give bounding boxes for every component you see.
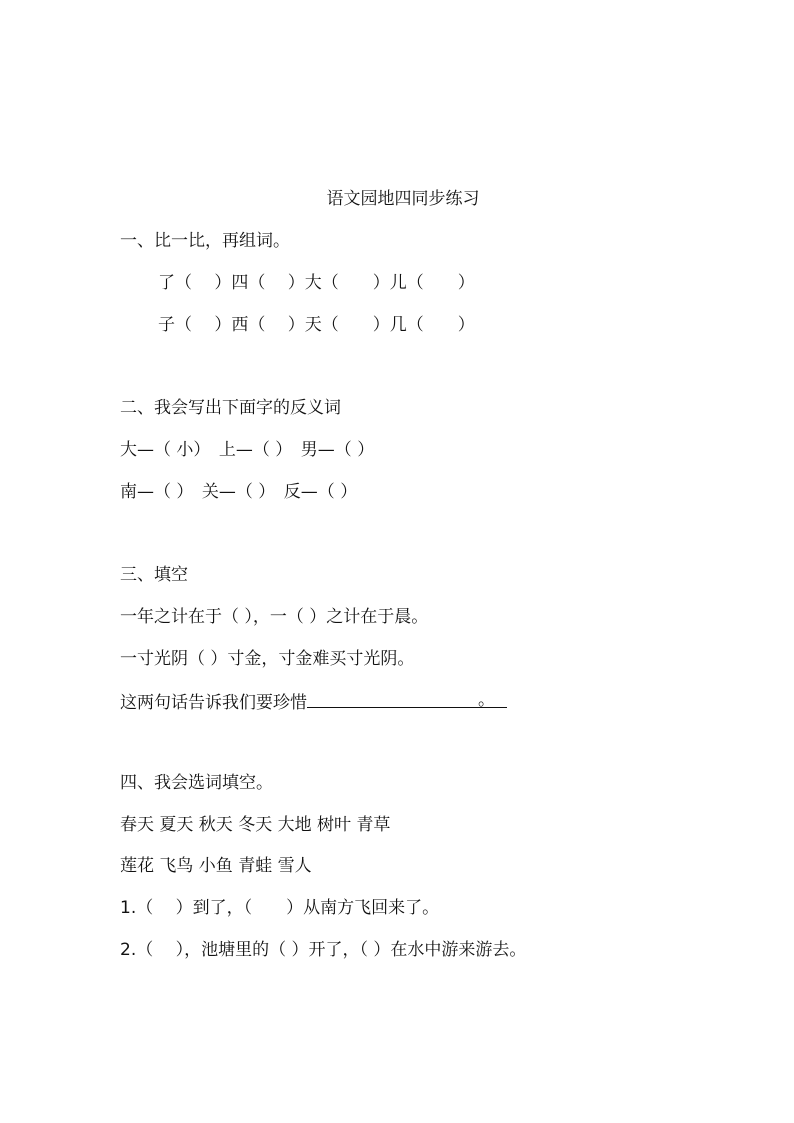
fill-blank-period: 。 — [478, 690, 495, 710]
section-3-line-3-text: 这两句话告诉我们要珍惜 — [120, 693, 307, 713]
section-4-heading: 四、我会选词填空。 — [120, 773, 273, 793]
question-1: 1.（ ）到了，（ ）从南方飞回来了。 — [120, 898, 440, 918]
word-bank-row-2: 莲花 飞鸟 小鱼 青蛙 雪人 — [120, 856, 312, 876]
fill-blank[interactable] — [307, 690, 507, 708]
word-bank-row-1: 春天 夏天 秋天 冬天 大地 树叶 青草 — [120, 815, 391, 835]
section-2-row-2: 南—（ ） 关—（ ） 反—（ ） — [120, 482, 358, 502]
section-1-row-1: 了（ ）四（ ）大（ ）儿（ ） — [158, 273, 475, 293]
section-1-heading: 一、比一比，再组词。 — [120, 231, 290, 251]
section-3-line-1: 一年之计在于（ ），一（ ）之计在于晨。 — [120, 607, 429, 627]
section-2-row-1: 大—（ 小） 上—（ ） 男—（ ） — [120, 440, 375, 460]
page-title: 语文园地四同步练习 — [326, 189, 480, 209]
section-2-heading: 二、我会写出下面字的反义词 — [120, 398, 341, 418]
section-3-line-3 — [120, 690, 507, 714]
section-3-heading: 三、填空 — [120, 565, 188, 585]
question-2: 2.（ ），池塘里的（ ）开了，（ ）在水中游来游去。 — [120, 940, 527, 960]
section-3-line-2: 一寸光阴（ ）寸金，寸金难买寸光阴。 — [120, 649, 415, 669]
section-1-row-2: 子（ ）西（ ）天（ ）几（ ） — [158, 315, 475, 335]
